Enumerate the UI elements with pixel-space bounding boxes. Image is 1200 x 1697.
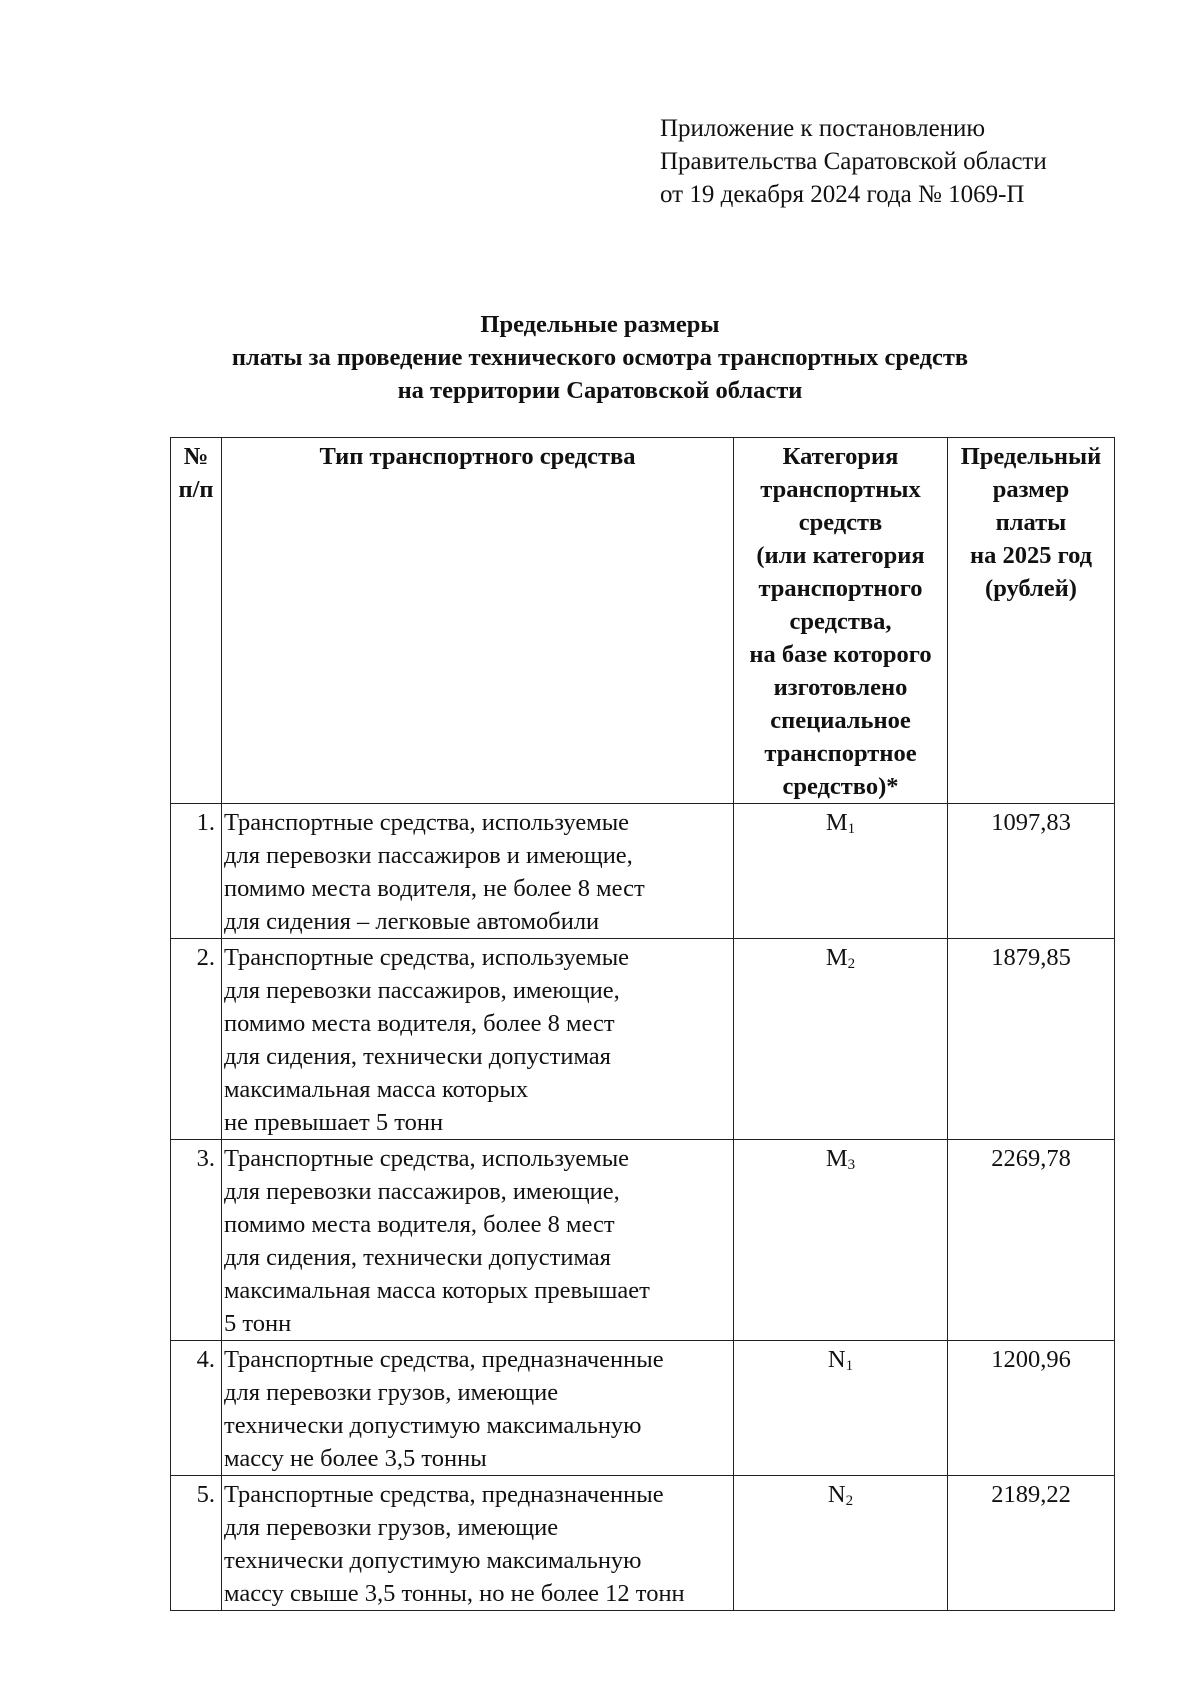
row-vehicle-type: Транспортные средства, предназначенные для перевозки грузов, имеющие технически допустимую максимальную массу не более 3,5 тонны [222, 1341, 734, 1476]
title-line-1: Предельные размеры [480, 311, 720, 338]
category-subscript: 1 [847, 821, 856, 837]
appendix-line-2: Правительства Саратовской области [660, 148, 1047, 175]
row-category [734, 1341, 948, 1476]
header-vehicle-type: Тип транспортного средства [222, 438, 734, 804]
row-category [734, 1140, 948, 1341]
category-letter: N [827, 1481, 846, 1508]
row-category [734, 804, 948, 939]
table-header-row [171, 438, 1115, 804]
row-number: 2. [171, 939, 222, 1140]
category-subscript: 3 [847, 1157, 856, 1173]
category-letter: N [827, 1346, 846, 1373]
category-letter: M [825, 944, 848, 971]
row-vehicle-type: Транспортные средства, предназначенные для перевозки грузов, имеющие технически допустимую максимальную массу свыше 3,5 тонны, но не более 12 тонн [222, 1476, 734, 1611]
row-fee: 1879,85 [948, 939, 1115, 1140]
row-fee: 1200,96 [948, 1341, 1115, 1476]
row-vehicle-type: Транспортные средства, используемые для перевозки пассажиров, имеющие, помимо места водителя, более 8 мест для сидения, технически допустимая максимальная масса которых не превышает 5 тонн [222, 939, 734, 1140]
table-row [171, 939, 1115, 1140]
category-subscript: 2 [847, 956, 856, 972]
title-line-2: платы за проведение технического осмотра транспортных средств [231, 344, 969, 371]
row-fee: 2189,22 [948, 1476, 1115, 1611]
row-number: 4. [171, 1341, 222, 1476]
table-row [171, 1341, 1115, 1476]
row-number: 1. [171, 804, 222, 939]
appendix-header [660, 112, 1047, 211]
table-row [171, 1476, 1115, 1611]
category-subscript: 1 [845, 1358, 854, 1374]
row-vehicle-type: Транспортные средства, используемые для перевозки пассажиров, имеющие, помимо места водителя, более 8 мест для сидения, технически допустимая максимальная масса которых превышает 5 тонн [222, 1140, 734, 1341]
row-number: 3. [171, 1140, 222, 1341]
row-number: 5. [171, 1476, 222, 1611]
row-category [734, 939, 948, 1140]
table-row [171, 804, 1115, 939]
appendix-line-1: Приложение к постановлению [660, 115, 986, 142]
category-subscript: 2 [845, 1493, 854, 1509]
category-letter: M [825, 1145, 848, 1172]
document-title [0, 308, 1200, 407]
appendix-line-3: от 19 декабря 2024 года № 1069-П [660, 181, 1025, 208]
fees-table [170, 437, 1115, 1611]
row-category [734, 1476, 948, 1611]
header-number: № п/п [171, 438, 222, 804]
header-category: Категория транспортных средств (или категория транспортного средства, на базе которого изготовлено специальное транспортное средство)* [734, 438, 948, 804]
row-fee: 2269,78 [948, 1140, 1115, 1341]
table-row [171, 1140, 1115, 1341]
category-letter: M [825, 809, 848, 836]
row-vehicle-type: Транспортные средства, используемые для перевозки пассажиров и имеющие, помимо места водителя, не более 8 мест для сидения – легковые автомобили [222, 804, 734, 939]
title-line-3: на территории Саратовской области [397, 377, 803, 404]
header-fee: Предельный размер платы на 2025 год (рублей) [948, 438, 1115, 804]
row-fee: 1097,83 [948, 804, 1115, 939]
